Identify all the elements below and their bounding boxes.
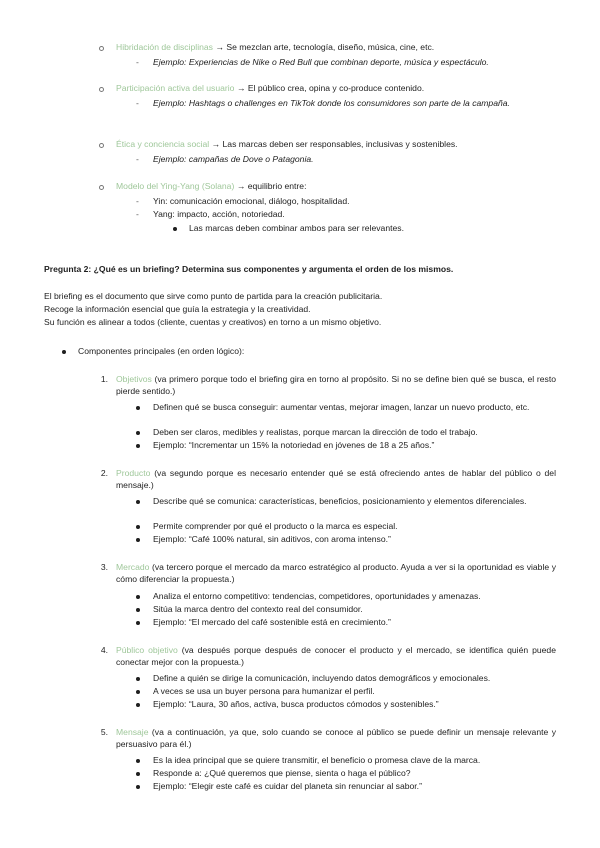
intro-line: Su función es alinear a todos (cliente, cuentas y creativos) en torno a un mismo objetivo. xyxy=(44,317,382,327)
dot-bullet-icon xyxy=(136,608,140,612)
trend-text: → El público crea, opina y co-produce contenido. xyxy=(234,83,425,93)
circle-bullet-icon xyxy=(99,87,104,92)
trend-term: Participación activa del usuario xyxy=(116,83,235,93)
dot-bullet-icon xyxy=(136,690,140,694)
component-bullet: A veces se usa un buyer persona para humanizar el perfil. xyxy=(153,686,375,696)
example-label: Ejemplo: xyxy=(153,57,187,67)
component-heading xyxy=(116,468,556,491)
example-text: Hashtags o challenges en TikTok donde los consumidores son parte de la campaña. xyxy=(186,98,510,108)
trend-item-hybridization xyxy=(116,42,556,54)
circle-bullet-icon xyxy=(99,185,104,190)
item-number: 3. xyxy=(100,562,108,572)
component-heading xyxy=(116,562,556,585)
trend-term: Ética y conciencia social xyxy=(116,139,210,149)
component-term: Mercado xyxy=(116,562,150,572)
component-desc: (va después porque después de conocer el producto y el mercado, se identifica quién puede conectar mejor con la propuesta.) xyxy=(116,645,556,667)
circle-bullet-icon xyxy=(99,143,104,148)
component-desc: (va primero porque todo el briefing gira en torno al propósito. Si no se define bien qué se busca, el resto pierde sentido.) xyxy=(116,374,556,396)
dot-bullet-icon xyxy=(136,595,140,599)
dot-bullet-icon xyxy=(136,431,140,435)
example-label: Ejemplo: xyxy=(153,98,187,108)
component-bullet: Es la idea principal que se quiere transmitir, el beneficio o promesa clave de la marca. xyxy=(153,755,481,765)
component-bullet: Permite comprender por qué el producto o la marca es especial. xyxy=(153,521,398,531)
item-number: 1. xyxy=(100,374,108,384)
trend-text: → Las marcas deben ser responsables, inclusivas y sostenibles. xyxy=(209,139,458,149)
component-desc: (va tercero porque el mercado da marco estratégico al producto. Ayuda a ver si la oportunidad es viable y cómo diferenciar la propuesta.) xyxy=(116,562,556,584)
yin-line: Yin: comunicación emocional, diálogo, hospitalidad. xyxy=(153,196,350,206)
dot-bullet-icon xyxy=(136,772,140,776)
dot-bullet-icon xyxy=(136,785,140,789)
component-term: Producto xyxy=(116,468,151,478)
dash-bullet-icon: - xyxy=(136,154,139,164)
dash-bullet-icon: - xyxy=(136,57,139,67)
dot-bullet-icon xyxy=(136,406,140,410)
question-heading: Pregunta 2: ¿Qué es un briefing? Determina sus componentes y argumenta el orden de los mismos. xyxy=(44,264,454,274)
dot-bullet-icon xyxy=(136,677,140,681)
trend-example xyxy=(153,154,563,166)
trend-term: Hibridación de disciplinas xyxy=(116,42,213,52)
component-term: Mensaje xyxy=(116,727,149,737)
trend-term: Modelo del Ying-Yang (Solana) xyxy=(116,181,235,191)
component-term: Objetivos xyxy=(116,374,152,384)
component-bullet: Ejemplo: “Laura, 30 años, activa, busca productos cómodos y sostenibles.” xyxy=(153,699,439,709)
component-bullet: Deben ser claros, medibles y realistas, porque marcan la dirección de todo el trabajo. xyxy=(153,427,478,437)
component-bullet: Ejemplo: “Incrementar un 15% la notoriedad en jóvenes de 18 a 25 años.” xyxy=(153,440,435,450)
intro-line: El briefing es el documento que sirve como punto de partida para la creación publicitaria. xyxy=(44,291,383,301)
trend-text: → Se mezclan arte, tecnología, diseño, música, cine, etc. xyxy=(212,42,435,52)
component-bullet: Definen qué se busca conseguir: aumentar ventas, mejorar imagen, lanzar un nuevo producto, etc. xyxy=(153,402,530,412)
dot-bullet-icon xyxy=(136,538,140,542)
dash-bullet-icon: - xyxy=(136,98,139,108)
component-desc: (va a continuación, ya que, solo cuando se conoce al público se puede definir un mensaje relevante y persuasivo para él.) xyxy=(116,727,556,749)
component-bullet: Analiza el entorno competitivo: tendencias, competidores, oportunidades y amenazas. xyxy=(153,591,481,601)
example-text: campañas de Dove o Patagonia. xyxy=(186,154,314,164)
dot-bullet-icon xyxy=(136,525,140,529)
dot-bullet-icon xyxy=(136,500,140,504)
item-number: 5. xyxy=(100,727,108,737)
example-text: Experiencias de Nike o Red Bull que combinan deporte, música y espectáculo. xyxy=(186,57,489,67)
example-label: Ejemplo: xyxy=(153,154,187,164)
dash-bullet-icon: - xyxy=(136,196,139,206)
dot-bullet-icon xyxy=(136,444,140,448)
component-term: Público objetivo xyxy=(116,645,178,655)
trend-item-ethics xyxy=(116,139,556,151)
component-bullet: Define a quién se dirige la comunicación, incluyendo datos demográficos y emocionales. xyxy=(153,673,491,683)
trend-item-participation xyxy=(116,83,556,95)
yang-line: Yang: impacto, acción, notoriedad. xyxy=(153,209,285,219)
circle-bullet-icon xyxy=(99,46,104,51)
component-heading xyxy=(116,645,556,668)
item-number: 2. xyxy=(100,468,108,478)
trend-example xyxy=(153,57,563,69)
component-bullet: Ejemplo: “Café 100% natural, sin aditivos, con aroma intenso.” xyxy=(153,534,391,544)
dot-bullet-icon xyxy=(136,703,140,707)
component-heading xyxy=(116,374,556,397)
component-bullet: Sitúa la marca dentro del contexto real del consumidor. xyxy=(153,604,363,614)
dot-bullet-icon xyxy=(136,621,140,625)
component-bullet: Ejemplo: “El mercado del café sostenible está en crecimiento.” xyxy=(153,617,391,627)
dot-bullet-icon xyxy=(173,227,177,231)
item-number: 4. xyxy=(100,645,108,655)
component-desc: (va segundo porque es necesario entender qué se está ofreciendo antes de hablar del público o del mensaje.) xyxy=(116,468,556,490)
trend-item-yin-yang xyxy=(116,181,556,193)
dot-bullet-icon xyxy=(136,759,140,763)
component-bullet: Describe qué se comunica: características, beneficios, posicionamiento y elementos diferenciales. xyxy=(153,496,527,506)
dash-bullet-icon: - xyxy=(136,209,139,219)
component-heading xyxy=(116,727,556,750)
component-bullet: Ejemplo: “Elegir este café es cuidar del planeta sin renunciar al sabor.” xyxy=(153,781,422,791)
intro-line: Recoge la información esencial que guía la estrategia y la creatividad. xyxy=(44,304,311,314)
trend-example xyxy=(153,98,557,110)
dot-bullet-icon xyxy=(62,350,66,354)
trend-text: → equilibrio entre: xyxy=(234,181,307,191)
component-bullet: Responde a: ¿Qué queremos que piense, sienta o haga el público? xyxy=(153,768,411,778)
components-label: Componentes principales (en orden lógico): xyxy=(78,346,245,356)
yin-yang-note: Las marcas deben combinar ambos para ser relevantes. xyxy=(189,223,404,233)
